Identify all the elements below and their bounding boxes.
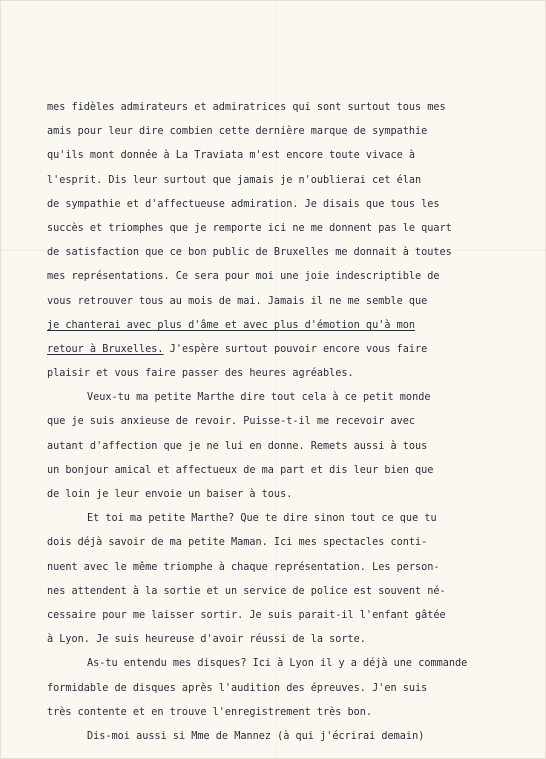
letter-line: très contente et en trouve l'enregistrement très bon. bbox=[47, 706, 373, 718]
letter-line: à Lyon. Je suis heureuse d'avoir réussi de la sorte. bbox=[47, 634, 366, 646]
paragraph-first-line: Veux-tu ma petite Marthe dire tout cela à ce petit monde bbox=[87, 392, 431, 404]
letter-line: nuent avec le même triomphe à chaque représentation. Les person- bbox=[47, 561, 440, 573]
underlined-letter-line: je chanterai avec plus d'âme et avec plus d'émotion qu'à mon bbox=[47, 319, 416, 331]
paragraph-first-line: Et toi ma petite Marthe? Que te dire sinon tout ce que tu bbox=[87, 513, 437, 525]
paragraph-first-line: As-tu entendu mes disques? Ici à Lyon il y a déjà une commande bbox=[87, 658, 468, 670]
paragraph-first-line: Dis-moi aussi si Mme de Mannez (à qui j'écrirai demain) bbox=[87, 730, 425, 742]
underlined-phrase: retour à Bruxelles. bbox=[47, 343, 164, 355]
letter-line: vous retrouver tous au mois de mai. Jamais il ne me semble que bbox=[47, 295, 428, 307]
letter-line: succès et triomphes que je remporte ici ne me donnent pas le quart bbox=[47, 222, 452, 234]
letter-line-mixed bbox=[47, 338, 507, 362]
letter-line: mes représentations. Ce sera pour moi une joie indescriptible de bbox=[47, 271, 440, 283]
letter-line: qu'ils mont donnée à La Traviata m'est encore toute vivace à bbox=[47, 150, 416, 162]
letter-line-continuation: J'espère surtout pouvoir encore vous faire bbox=[163, 343, 428, 355]
letter-line: plaisir et vous faire passer des heures agréables. bbox=[47, 368, 354, 380]
letter-line: autant d'affection que je ne lui en donne. Remets aussi à tous bbox=[47, 440, 428, 452]
letter-line: l'esprit. Dis leur surtout que jamais je n'oublierai cet élan bbox=[47, 174, 422, 186]
letter-line: cessaire pour me laisser sortir. Je suis parait-il l'enfant gâtée bbox=[47, 609, 446, 621]
letter-line: formidable de disques après l'audition des épreuves. J'en suis bbox=[47, 682, 428, 694]
letter-line: nes attendent à la sortie et un service de police est souvent né- bbox=[47, 585, 446, 597]
letter-line: un bonjour amical et affectueux de ma part et dis leur bien que bbox=[47, 464, 434, 476]
letter-line: de sympathie et d'affectueuse admiration. Je disais que tous les bbox=[47, 198, 440, 210]
letter-line: dois déjà savoir de ma petite Maman. Ici mes spectacles conti- bbox=[47, 537, 428, 549]
letter-line: mes fidèles admirateurs et admiratrices qui sont surtout tous mes bbox=[47, 102, 446, 113]
letter-line: de loin je leur envoie un baiser à tous. bbox=[47, 489, 293, 500]
letter-line: amis pour leur dire combien cette dernière marque de sympathie bbox=[47, 126, 428, 138]
letter-body bbox=[47, 96, 507, 749]
letter-line: que je suis anxieuse de revoir. Puisse-t-il me recevoir avec bbox=[47, 416, 416, 428]
letter-line: de satisfaction que ce bon public de Bruxelles me donnait à toutes bbox=[47, 247, 452, 259]
